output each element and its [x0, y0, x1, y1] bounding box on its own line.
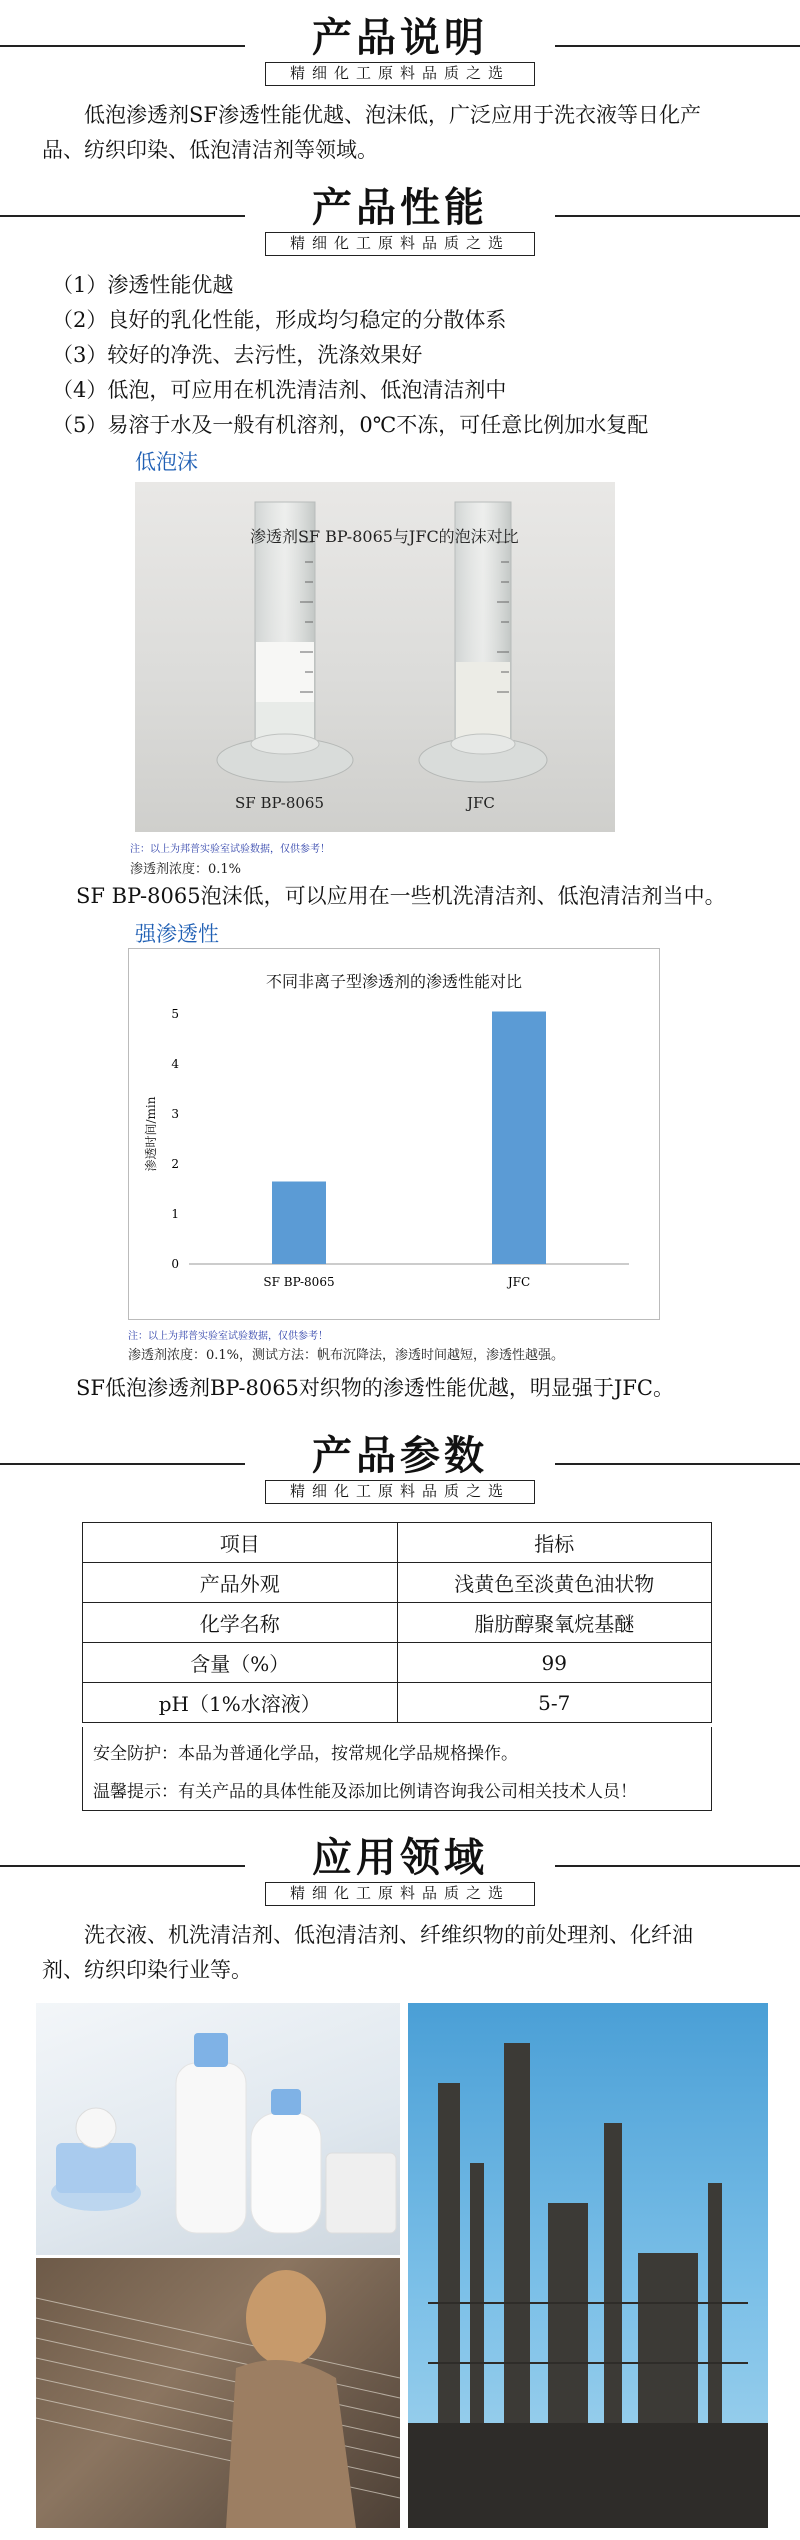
section-tagline: 精细化工原料品质之选: [265, 1882, 535, 1906]
table-cell: 99: [397, 1643, 712, 1683]
params-table: [82, 1522, 712, 1723]
disclaimer-note: 注：以上为邦普实验室试验数据，仅供参考！: [130, 844, 330, 855]
cylinder-label-right: JFC: [467, 794, 495, 812]
section-title: 应用领域: [312, 1835, 488, 1881]
feature-list: [52, 268, 772, 443]
table-notes: [82, 1727, 712, 1811]
table-cell: 化学名称: [83, 1603, 398, 1643]
list-item: （5）易溶于水及一般有机溶剂，0℃不冻，可任意比例加水复配: [52, 413, 649, 437]
list-item: （4）低泡，可应用在机洗清洁剂、低泡清洁剂中: [52, 378, 507, 402]
bar: [492, 1012, 546, 1265]
table-cell: 含量（%）: [83, 1643, 398, 1683]
y-tick-label: 1: [171, 1207, 179, 1221]
table-header-row: [83, 1523, 712, 1563]
section-tagline: 精细化工原料品质之选: [265, 62, 535, 86]
table-cell: 浅黄色至淡黄色油状物: [397, 1563, 712, 1603]
application-paragraph: 洗衣液、机洗清洁剂、低泡清洁剂、纤维织物的前处理剂、化纤油 剂、纺织印染行业等。: [42, 1923, 693, 1982]
table-cell: 脂肪醇聚氧烷基醚: [397, 1603, 712, 1643]
photo-title: 渗透剂SF BP-8065与JFC的泡沫对比: [250, 527, 519, 546]
table-cell: pH（1%水溶液）: [83, 1683, 398, 1723]
section-title: 产品说明: [312, 15, 488, 61]
table-row: [83, 1603, 712, 1643]
foam-comparison-photo: [135, 482, 615, 832]
y-tick-label: 4: [171, 1057, 179, 1071]
y-tick-label: 3: [171, 1107, 179, 1121]
foam-summary: SF BP-8065泡沫低，可以应用在一些机洗清洁剂、低泡清洁剂当中。: [76, 884, 726, 908]
chart-title: 不同非离子型渗透剂的渗透性能对比: [265, 972, 523, 991]
y-axis-label: 渗透时间/min: [144, 1096, 158, 1172]
y-tick-label: 0: [171, 1257, 179, 1271]
method-note: 渗透剂浓度：0.1%，测试方法：帆布沉降法，渗透时间越短，渗透性越强。: [128, 1348, 565, 1363]
table-header-cell: 项目: [83, 1523, 398, 1563]
y-tick-label: 5: [171, 1007, 179, 1021]
safety-note: 安全防护：本品为普通化学品，按常规化学品规格操作。: [93, 1744, 518, 1764]
cylinder-label-left: SF BP-8065: [235, 794, 324, 812]
intro-paragraph: 低泡渗透剂SF渗透性能优越、泡沫低，广泛应用于洗衣液等日化产 品、纺织印染、低泡清洁剂等领域。: [42, 103, 701, 162]
penetration-summary: SF低泡渗透剂BP-8065对织物的渗透性能优越，明显强于JFC。: [76, 1376, 674, 1400]
list-item: （1）渗透性能优越: [52, 273, 234, 297]
table-row: [83, 1643, 712, 1683]
concentration-note: 渗透剂浓度：0.1%: [130, 862, 242, 877]
bar: [272, 1182, 326, 1265]
table-row: [83, 1563, 712, 1603]
table-header-cell: 指标: [397, 1523, 712, 1563]
detergent-bottles-image: [36, 2003, 400, 2255]
section-performance-header: [0, 170, 800, 250]
y-tick-label: 2: [171, 1157, 179, 1171]
tip-note: 温馨提示：有关产品的具体性能及添加比例请咨询我公司相关技术人员！: [93, 1782, 637, 1802]
disclaimer-note: 注：以上为邦普实验室试验数据，仅供参考！: [128, 1331, 328, 1342]
section-tagline: 精细化工原料品质之选: [265, 232, 535, 256]
section-title: 产品性能: [312, 185, 488, 231]
section-params-header: [0, 1418, 800, 1498]
table-row: [83, 1683, 712, 1723]
list-item: （3）较好的净洗、去污性，洗涤效果好: [52, 343, 423, 367]
section-tagline: 精细化工原料品质之选: [265, 1480, 535, 1504]
section-title: 产品参数: [312, 1433, 488, 1479]
bar-chart: [129, 949, 659, 1319]
penetration-chart: [128, 948, 660, 1320]
section-application-header: [0, 1820, 800, 1900]
foam-label: 低泡沫: [135, 450, 198, 474]
penetration-label: 强渗透性: [135, 922, 219, 946]
x-tick-label: SF BP-8065: [263, 1275, 335, 1289]
list-item: （2）良好的乳化性能，形成均匀稳定的分散体系: [52, 308, 507, 332]
weaving-loom-image: [36, 2258, 400, 2528]
chemical-plant-image: [408, 2003, 768, 2528]
section-intro-header: [0, 0, 800, 80]
table-cell: 产品外观: [83, 1563, 398, 1603]
x-tick-label: JFC: [507, 1275, 531, 1289]
table-cell: 5-7: [397, 1683, 712, 1723]
